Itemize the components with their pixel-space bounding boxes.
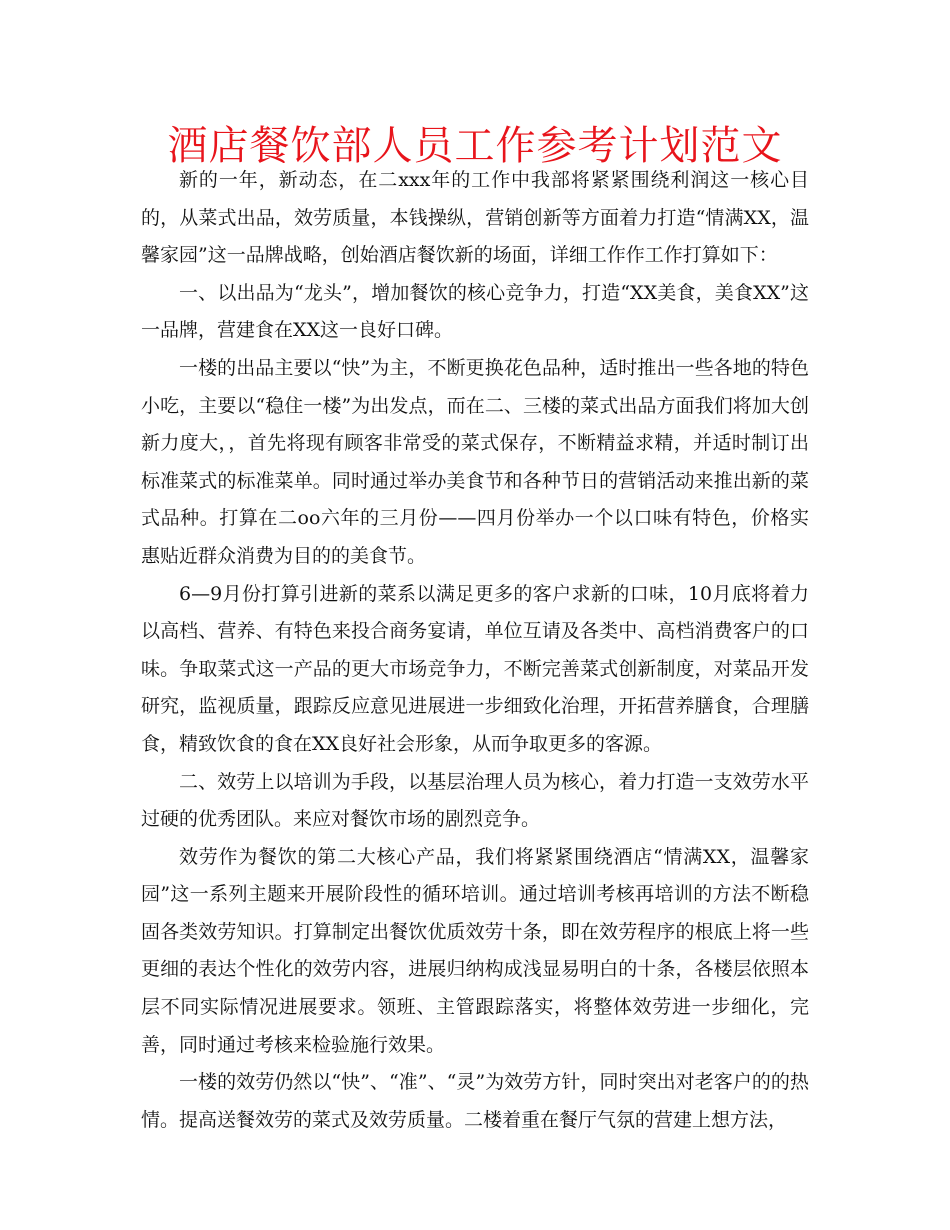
- paragraph-service-training: 效劳作为餐饮的第二大核心产品，我们将紧紧围绕酒店“情满XX，温馨家园”这一系列主题来开展阶段性的循环培训。通过培训考核再培训的方法不断稳固各类效劳知识。打算制定出餐饮优质效劳十条，即在效劳程序的根底上将一些更细的表达个性化的效劳内容，进展归纳构成浅显易明白的十条，各楼层依照本层不同实际情况进展要求。领班、主管跟踪落实，将整体效劳进一步细化，完善，同时通过考核来检验施行效果。: [141, 845, 809, 1056]
- paragraph-intro: 新的一年，新动态，在二xxx年的工作中我部将紧紧围绕利润这一核心目的，从菜式出品，效劳质量，本钱操纵，营销创新等方面着力打造“情满XX，温馨家园”这一品牌战略，创始酒店餐饮新的场面，详细工作作工作打算如下：: [141, 169, 809, 267]
- document-body: [141, 162, 809, 1139]
- document-title: 酒店餐饮部人员工作参考计划范文: [167, 123, 783, 169]
- paragraph-new-cuisine-plan: 6—9月份打算引进新的菜系以满足更多的客户求新的口味，10月底将着力以高档、营养、有特色来投合商务宴请，单位互请及各类中、高档消费客户的口味。争取菜式这一产品的更大市场竞争力，不断完善菜式创新制度，对菜品开发研究，监视质量，跟踪反应意见进展进一步细致化治理，开拓营养膳食，合理膳食，精致饮食的食在XX良好社会形象，从而争取更多的客源。: [141, 582, 809, 755]
- paragraph-section-one-heading: 一、以出品为“龙头”，增加餐饮的核心竞争力，打造“XX美食，美食XX”这一品牌，营建食在XX这一良好口碑。: [141, 281, 809, 342]
- paragraph-floor-service: 一楼的效劳仍然以“快”、“准”、“灵”为效劳方针，同时突出对老客户的的热情。提高送餐效劳的菜式及效劳质量。二楼着重在餐厅气氛的营建上想方法，: [141, 1071, 809, 1131]
- paragraph-first-floor-dishes: 一楼的出品主要以“快”为主，不断更换花色品种，适时推出一些各地的特色小吃，主要以“稳住一楼”为出发点，而在二、三楼的菜式出品方面我们将加大创新力度大，，首先将现有顾客非常受的菜式保存，不断精益求精，并适时制订出标准菜式的标准菜单。同时通过举办美食节和各种节日的营销活动来推出新的菜式品种。打算在二oo六年的三月份——四月份举办一个以口味有特色，价格实惠贴近群众消费为目的的美食节。: [141, 356, 809, 567]
- paragraph-section-two-heading: 二、效劳上以培训为手段，以基层治理人员为核心，着力打造一支效劳水平过硬的优秀团队。来应对餐饮市场的剧烈竞争。: [141, 770, 809, 831]
